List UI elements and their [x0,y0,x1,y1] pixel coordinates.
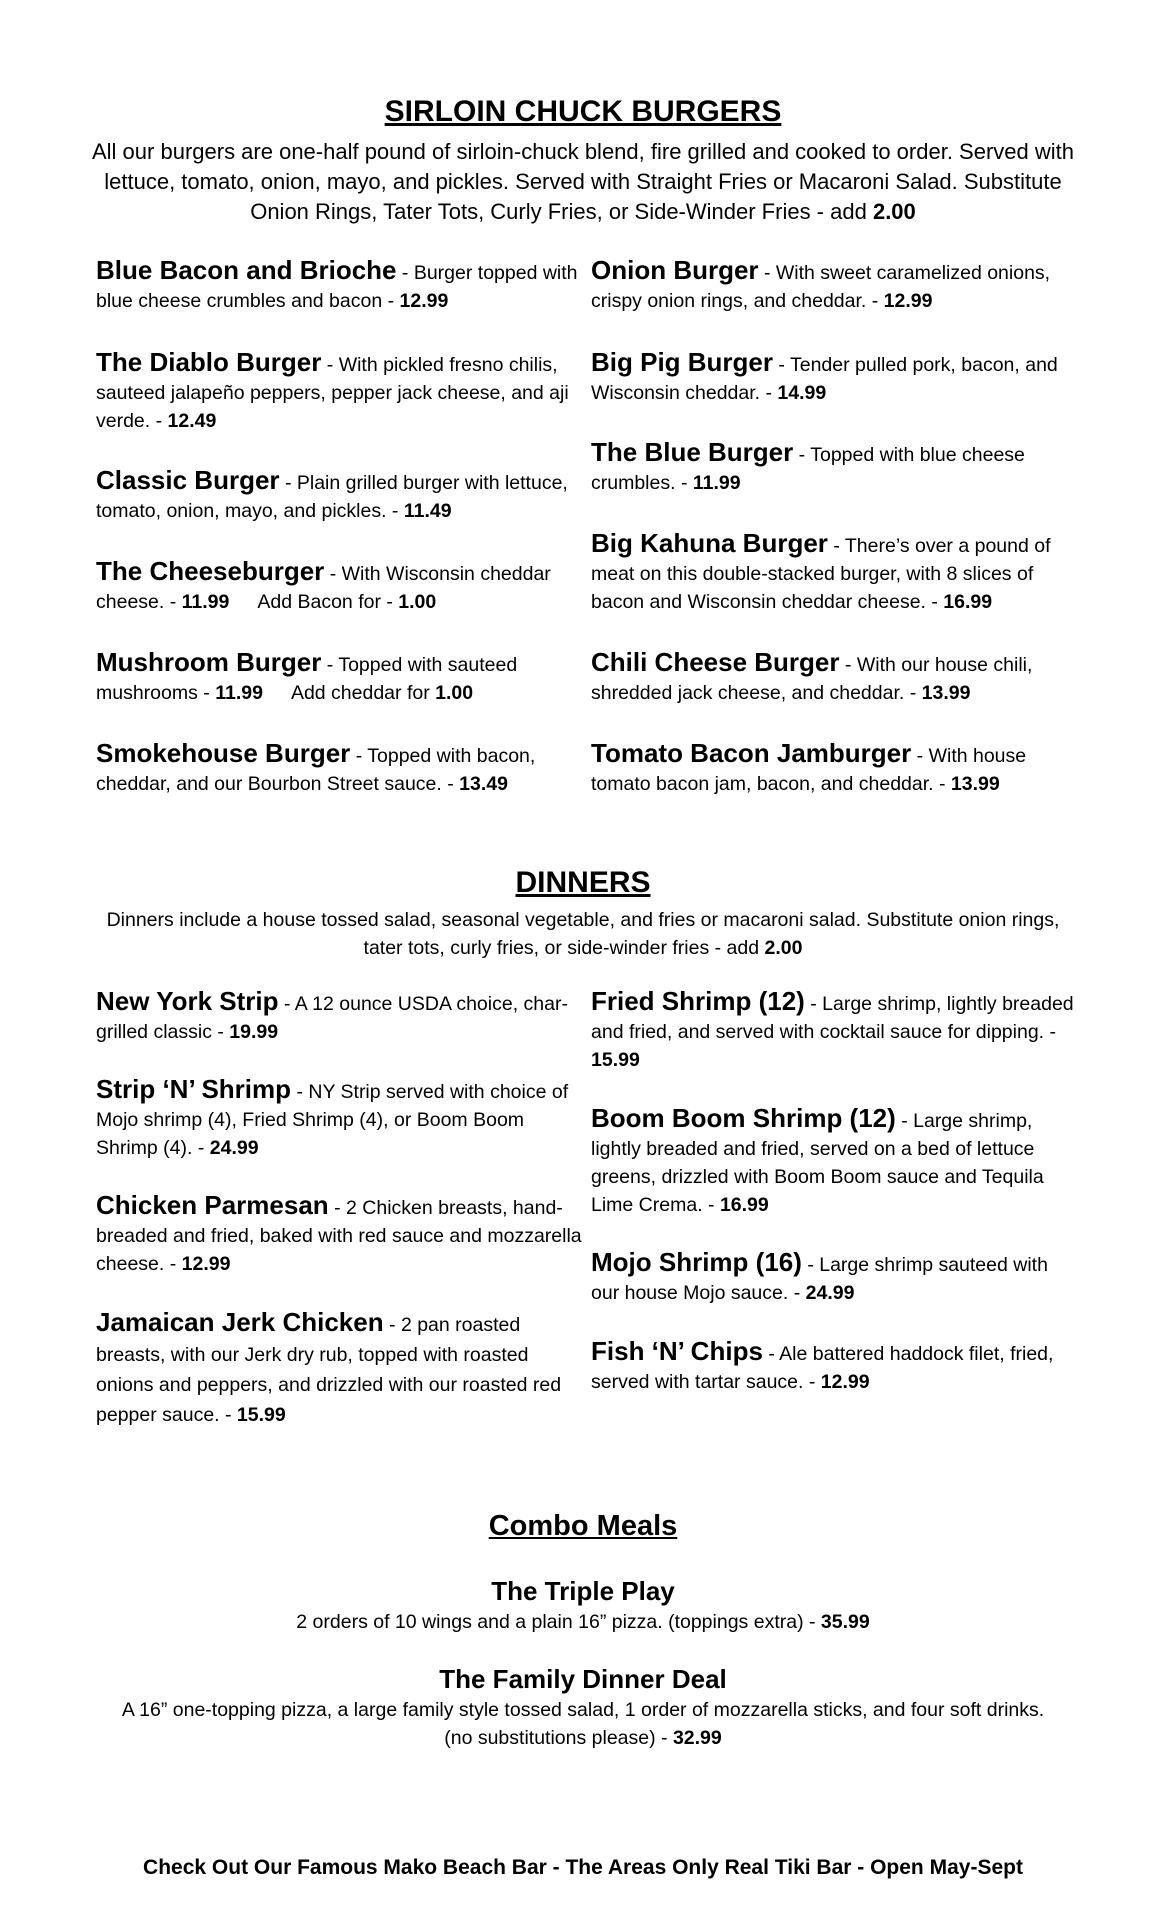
item-name: New York Strip [96,986,279,1016]
menu-item [96,466,586,525]
menu-item [96,1075,586,1162]
item-name: Chili Cheese Burger [591,647,840,677]
item-desc: - Ale battered haddock filet, fried, served with tartar sauce. - [591,1343,1054,1393]
item-price: 24.99 [209,1137,259,1159]
item-price: 13.99 [921,682,971,704]
menu-item [591,529,1081,616]
menu-item [591,648,1081,707]
dinners-title: DINNERS [515,866,651,899]
combo-desc-text: 2 orders of 10 wings and a plain 16” pizza. (toppings extra) - [296,1611,821,1633]
menu-item [591,1248,1081,1307]
item-name: Big Kahuna Burger [591,528,828,558]
menu-item [591,987,1081,1074]
item-desc: - Large shrimp sauteed with our house Mojo sauce. - [591,1254,1048,1304]
item-addon-price: 1.00 [398,591,437,613]
burgers-title: SIRLOIN CHUCK BURGERS [384,95,782,128]
item-desc: - Topped with blue cheese crumbles. - [591,444,1025,494]
item-price: 11.99 [181,591,230,613]
item-name: The Cheeseburger [96,556,325,586]
item-name: Tomato Bacon Jamburger [591,738,912,768]
menu-item [591,438,1081,497]
menu-item [96,557,586,616]
combos-title: Combo Meals [488,1510,678,1542]
item-price: 11.49 [403,500,452,522]
item-price: 11.99 [692,472,741,494]
item-desc: - Plain grilled burger with lettuce, tomato, onion, mayo, and pickles. - [96,472,568,522]
item-price: 13.49 [459,773,508,795]
menu-item [96,348,586,435]
combo-name: The Family Dinner Deal [439,1664,727,1694]
item-name: Fish ‘N’ Chips [591,1336,763,1366]
menu-item [591,739,1081,798]
item-price: 12.49 [167,410,217,432]
item-price: 12.99 [181,1253,231,1275]
item-desc: - With sweet caramelized onions, crispy onion rings, and cheddar. - [591,262,1051,312]
item-desc: - There’s over a pound of meat on this double-stacked burger, with 8 slices of bacon and Wisconsin cheddar cheese. - [591,535,1051,613]
item-name: Onion Burger [591,255,759,285]
item-price: 15.99 [591,1049,640,1071]
item-name: Mojo Shrimp (16) [591,1247,802,1277]
combo-desc-text: A 16” one-topping pizza, a large family style tossed salad, 1 order of mozzarella sticks, and four soft drinks. (no substitutions please) - [121,1699,1045,1749]
item-desc: - 2 Chicken breasts, hand-breaded and fried, baked with red sauce and mozzarella cheese. - [96,1197,582,1275]
item-price: 16.99 [719,1194,769,1216]
item-name: Mushroom Burger [96,647,322,677]
menu-item [591,348,1081,407]
item-desc: - A 12 ounce USDA choice, char-grilled classic - [96,993,568,1043]
item-price: 14.99 [777,382,827,404]
combo-desc [110,1608,1056,1636]
burgers-intro [90,137,1076,227]
item-desc: - Large shrimp, lightly breaded and fried, and served with cocktail sauce for dipping. - [591,993,1074,1043]
item-addon-price: 1.00 [435,682,474,704]
footer-banner: Check Out Our Famous Mako Beach Bar - The Areas Only Real Tiki Bar - Open May-Sept [143,1856,1023,1879]
item-name: The Diablo Burger [96,347,322,377]
item-price: 12.99 [820,1371,870,1393]
item-name: Boom Boom Shrimp (12) [591,1103,896,1133]
item-price: 16.99 [943,591,993,613]
dinners-intro-price: 2.00 [764,937,803,959]
dinners-intro-text: Dinners include a house tossed salad, seasonal vegetable, and fries or macaroni salad. Substitute onion rings, tater tots, curly fries, or side-winder fries - add [106,909,1060,959]
dinners-intro [90,906,1076,962]
item-name: Smokehouse Burger [96,738,351,768]
menu-item [591,1104,1081,1219]
item-desc: - Burger topped with blue cheese crumbles and bacon - [96,262,578,312]
item-addon-text: Add Bacon for - [257,591,399,613]
item-desc: - Large shrimp, lightly breaded and fried, served on a bed of lettuce greens, drizzled with Boom Boom sauce and Tequila Lime Crema. - [591,1110,1044,1216]
item-name: Fried Shrimp (12) [591,986,805,1016]
item-desc: - Topped with bacon, cheddar, and our Bourbon Street sauce. - [96,745,536,795]
item-desc: - NY Strip served with choice of Mojo shrimp (4), Fried Shrimp (4), or Boom Boom Shrimp (4). - [96,1081,569,1159]
item-price: 12.99 [883,290,933,312]
combo-desc [110,1696,1056,1752]
burgers-intro-price: 2.00 [872,199,916,224]
combo-price: 35.99 [820,1611,870,1633]
item-name: The Blue Burger [591,437,794,467]
combo-name: The Triple Play [491,1576,675,1606]
item-price: 13.99 [950,773,1000,795]
item-price: 19.99 [229,1021,279,1043]
menu-item [96,648,586,707]
item-name: Blue Bacon and Brioche [96,255,397,285]
menu-item [591,256,1081,315]
menu-item [96,987,586,1046]
item-desc: - 2 pan roasted breasts, with our Jerk dry rub, topped with roasted onions and peppers, and drizzled with our roasted red pepper sauce. - [96,1314,562,1426]
menu-item [96,1307,586,1430]
item-addon-text: Add cheddar for [290,682,436,704]
menu-item [96,739,586,798]
item-desc: - Topped with sauteed mushrooms - [96,654,518,704]
item-desc: - With our house chili, shredded jack cheese, and cheddar. - [591,654,1033,704]
item-price: 15.99 [236,1404,286,1426]
item-price: 12.99 [399,290,449,312]
item-name: Chicken Parmesan [96,1190,329,1220]
item-name: Jamaican Jerk Chicken [96,1307,384,1337]
item-desc: - Tender pulled pork, bacon, and Wisconsin cheddar. - [591,354,1058,404]
burgers-intro-text: All our burgers are one-half pound of sirloin-chuck blend, fire grilled and cooked to order. Served with lettuce, tomato, onion, mayo, and pickles. Served with Straight Fries or Macaroni Salad. Substitute Onion Rings, Tater Tots, Curly Fries, or Side-Winder Fries - add [92,139,1074,224]
menu-item [96,1191,586,1278]
menu-item [591,1337,1081,1396]
item-desc: - With Wisconsin cheddar cheese. - [96,563,551,613]
combo-price: 32.99 [672,1727,722,1749]
item-name: Big Pig Burger [591,347,774,377]
menu-item [96,256,586,315]
item-name: Classic Burger [96,465,280,495]
item-name: Strip ‘N’ Shrimp [96,1074,292,1104]
item-price: 24.99 [805,1282,855,1304]
item-desc: - With house tomato bacon jam, bacon, and cheddar. - [591,745,1027,795]
item-desc: - With pickled fresno chilis, sauteed jalapeño peppers, pepper jack cheese, and aji verde. - [96,354,569,432]
item-price: 11.99 [215,682,263,704]
